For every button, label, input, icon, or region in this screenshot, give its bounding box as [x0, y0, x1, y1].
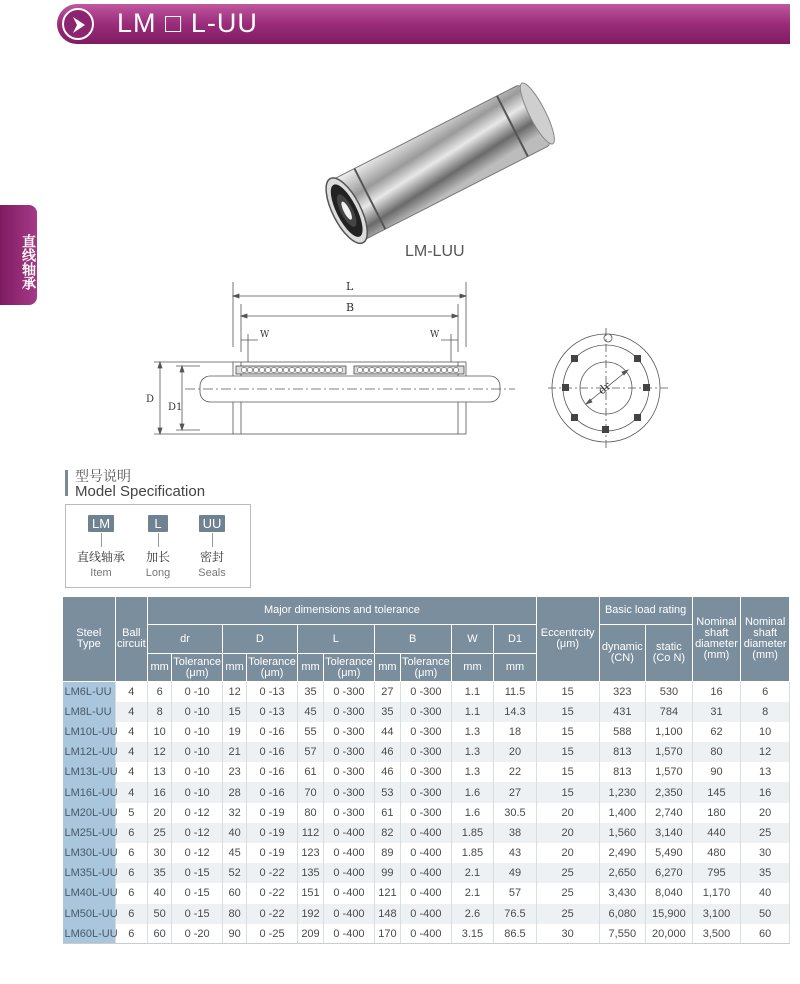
table-cell: 0 -300: [324, 782, 375, 802]
label-D1: D1: [168, 402, 183, 413]
table-cell: 0 -10: [172, 742, 223, 762]
section-marker: [65, 470, 68, 496]
table-cell: 57: [494, 883, 537, 903]
model-cell: LM12L-UU: [63, 742, 116, 762]
table-cell: 0 -22: [247, 863, 298, 883]
table-cell: 70: [297, 782, 323, 802]
th-major-dimensions: Major dimensions and tolerance: [148, 597, 537, 625]
table-cell: 6: [115, 904, 147, 924]
spec-title-en: Model Specification: [75, 483, 206, 500]
table-row: [63, 823, 790, 843]
table-cell: 4: [115, 722, 147, 742]
table-cell: 25: [536, 863, 599, 883]
th-D: D: [222, 625, 297, 654]
table-cell: 440: [692, 823, 741, 843]
table-cell: 0 -15: [172, 863, 223, 883]
table-cell: 6: [115, 843, 147, 863]
table-cell: 43: [494, 843, 537, 863]
table-cell: 1,230: [599, 782, 646, 802]
table-cell: 25: [741, 823, 790, 843]
table-cell: 0 -16: [247, 762, 298, 782]
table-row: [63, 803, 790, 823]
table-cell: 2,740: [646, 803, 693, 823]
table-row: [63, 883, 790, 903]
table-cell: 20,000: [646, 924, 693, 944]
table-cell: 57: [297, 742, 323, 762]
table-cell: 0 -13: [247, 682, 298, 702]
table-cell: 30: [536, 924, 599, 944]
table-cell: 25: [536, 904, 599, 924]
label-W-right: W: [430, 330, 440, 340]
table-cell: 90: [222, 924, 246, 944]
table-cell: 0 -300: [401, 782, 452, 802]
table-cell: 62: [692, 722, 741, 742]
model-cell: LM25L-UU: [63, 823, 116, 843]
table-cell: 1,170: [692, 883, 741, 903]
table-cell: 135: [297, 863, 323, 883]
table-cell: 0 -300: [324, 742, 375, 762]
table-cell: 0 -20: [172, 924, 223, 944]
spec-code: UU: [199, 515, 226, 532]
table-cell: 15: [536, 702, 599, 722]
table-row: [63, 863, 790, 883]
table-row: [63, 702, 790, 722]
table-cell: 1.85: [451, 823, 494, 843]
table-cell: 2,650: [599, 863, 646, 883]
table-cell: 7,550: [599, 924, 646, 944]
label-W-left: W: [260, 330, 270, 340]
table-cell: 6: [741, 682, 790, 702]
table-cell: 20: [148, 803, 172, 823]
table-cell: 0 -400: [401, 924, 452, 944]
table-cell: 795: [692, 863, 741, 883]
side-view-drawing: [140, 272, 520, 452]
table-cell: 86.5: [494, 924, 537, 944]
table-cell: 80: [222, 904, 246, 924]
th-W: W: [451, 625, 494, 654]
table-cell: 530: [646, 682, 693, 702]
table-cell: 46: [374, 762, 400, 782]
label-dr: dr: [595, 379, 614, 398]
table-cell: 0 -400: [324, 924, 375, 944]
table-cell: 2.1: [451, 883, 494, 903]
table-cell: 323: [599, 682, 646, 702]
table-cell: 0 -10: [172, 782, 223, 802]
table-cell: 10: [148, 722, 172, 742]
table-cell: 10: [741, 722, 790, 742]
header-banner: [57, 4, 790, 44]
table-cell: 145: [692, 782, 741, 802]
label-L: L: [346, 280, 354, 293]
end-view-drawing: [548, 326, 668, 450]
table-cell: 0 -10: [172, 762, 223, 782]
table-cell: 2.1: [451, 863, 494, 883]
table-cell: 0 -400: [324, 823, 375, 843]
th-dr: dr: [148, 625, 223, 654]
th-shaft-diameter-1: Nominal shaft diameter (mm): [692, 597, 741, 682]
spec-cn-label: 直线轴承: [76, 550, 125, 564]
table-cell: 21: [222, 742, 246, 762]
th-eccentricity: Eccentrcity (μm): [536, 597, 599, 682]
table-cell: 1,400: [599, 803, 646, 823]
table-cell: 50: [741, 904, 790, 924]
th-tolerance: Tolerance (μm): [324, 654, 375, 682]
linear-bearing-image: [313, 78, 563, 248]
table-cell: 0 -400: [401, 863, 452, 883]
table-cell: 99: [374, 863, 400, 883]
table-cell: 16: [148, 782, 172, 802]
table-cell: 25: [536, 883, 599, 903]
table-cell: 15: [536, 762, 599, 782]
model-cell: LM16L-UU: [63, 782, 116, 802]
model-cell: LM60L-UU: [63, 924, 116, 944]
table-cell: 61: [297, 762, 323, 782]
dimensions-table: [62, 596, 790, 944]
table-cell: 0 -25: [247, 924, 298, 944]
table-row: [63, 742, 790, 762]
spec-en-label: Item: [90, 567, 112, 579]
table-cell: 35: [297, 682, 323, 702]
table-cell: 6,080: [599, 904, 646, 924]
spec-connector: [212, 533, 213, 547]
table-cell: 60: [148, 924, 172, 944]
table-cell: 8: [741, 702, 790, 722]
table-cell: 52: [222, 863, 246, 883]
table-cell: 0 -12: [172, 843, 223, 863]
table-cell: 813: [599, 742, 646, 762]
table-cell: 40: [741, 883, 790, 903]
model-cell: LM13L-UU: [63, 762, 116, 782]
table-cell: 6: [115, 823, 147, 843]
table-cell: 4: [115, 702, 147, 722]
product-caption: LM-LUU: [405, 243, 465, 260]
model-spec-box: [65, 504, 251, 588]
model-cell: LM6L-UU: [63, 682, 116, 702]
table-row: [63, 904, 790, 924]
table-cell: 0 -300: [401, 722, 452, 742]
table-cell: 0 -400: [324, 904, 375, 924]
table-cell: 6: [115, 883, 147, 903]
spec-connector: [101, 533, 102, 547]
table-cell: 60: [222, 883, 246, 903]
model-cell: LM35L-UU: [63, 863, 116, 883]
table-cell: 11.5: [494, 682, 537, 702]
table-cell: 30: [741, 843, 790, 863]
table-cell: 0 -19: [247, 803, 298, 823]
table-cell: 170: [374, 924, 400, 944]
table-cell: 4: [115, 762, 147, 782]
table-cell: 53: [374, 782, 400, 802]
table-cell: 0 -300: [401, 803, 452, 823]
table-cell: 1,570: [646, 742, 693, 762]
table-cell: 76.5: [494, 904, 537, 924]
table-cell: 121: [374, 883, 400, 903]
th-mm: mm: [374, 654, 400, 682]
th-L: L: [297, 625, 374, 654]
table-cell: 588: [599, 722, 646, 742]
spec-en-label: Seals: [198, 567, 226, 579]
label-B: B: [346, 301, 355, 314]
table-cell: 1.6: [451, 782, 494, 802]
table-cell: 20: [536, 823, 599, 843]
table-cell: 1,100: [646, 722, 693, 742]
table-cell: 1.6: [451, 803, 494, 823]
table-cell: 44: [374, 722, 400, 742]
table-cell: 32: [222, 803, 246, 823]
table-cell: 123: [297, 843, 323, 863]
table-cell: 12: [222, 682, 246, 702]
table-cell: 40: [222, 823, 246, 843]
table-cell: 25: [148, 823, 172, 843]
table-cell: 0 -16: [247, 742, 298, 762]
table-cell: 55: [297, 722, 323, 742]
th-tolerance: Tolerance (μm): [247, 654, 298, 682]
table-cell: 20: [741, 803, 790, 823]
table-cell: 0 -300: [324, 682, 375, 702]
table-cell: 0 -16: [247, 782, 298, 802]
table-cell: 148: [374, 904, 400, 924]
table-cell: 45: [297, 702, 323, 722]
table-cell: 40: [148, 883, 172, 903]
table-cell: 80: [692, 742, 741, 762]
table-cell: 8: [148, 702, 172, 722]
table-cell: 0 -400: [401, 883, 452, 903]
table-cell: 0 -300: [324, 722, 375, 742]
table-cell: 27: [374, 682, 400, 702]
table-cell: 18: [494, 722, 537, 742]
model-cell: LM8L-UU: [63, 702, 116, 722]
table-cell: 151: [297, 883, 323, 903]
spec-title-cn: 型号说明: [75, 469, 131, 485]
table-cell: 16: [741, 782, 790, 802]
model-cell: LM40L-UU: [63, 883, 116, 903]
table-cell: 2.6: [451, 904, 494, 924]
spec-cn-label: 密封: [199, 550, 224, 564]
table-cell: 35: [741, 863, 790, 883]
spec-item-lm: [70, 515, 132, 579]
model-cell: LM20L-UU: [63, 803, 116, 823]
table-cell: 28: [222, 782, 246, 802]
table-cell: 38: [494, 823, 537, 843]
th-mm: mm: [222, 654, 246, 682]
table-cell: 5: [115, 803, 147, 823]
table-cell: 90: [692, 762, 741, 782]
table-cell: 6: [115, 924, 147, 944]
table-cell: 0 -300: [324, 702, 375, 722]
table-cell: 89: [374, 843, 400, 863]
table-cell: 16: [692, 682, 741, 702]
th-steel-type: Steel Type: [63, 597, 116, 682]
table-cell: 82: [374, 823, 400, 843]
side-category-tab[interactable]: 直线轴承: [0, 205, 37, 305]
table-cell: 1.1: [451, 702, 494, 722]
th-tolerance: Tolerance (μm): [172, 654, 223, 682]
table-cell: 1.3: [451, 762, 494, 782]
spec-code: L: [148, 515, 168, 532]
table-cell: 813: [599, 762, 646, 782]
table-cell: 15: [222, 702, 246, 722]
table-cell: 23: [222, 762, 246, 782]
play-arrow-icon: [62, 8, 94, 40]
table-row: [63, 924, 790, 944]
table-cell: 0 -22: [247, 883, 298, 903]
spec-cn-label: 加长: [145, 550, 170, 564]
table-cell: 0 -10: [172, 682, 223, 702]
th-mm: mm: [297, 654, 323, 682]
table-cell: 0 -400: [324, 843, 375, 863]
table-cell: 27: [494, 782, 537, 802]
table-cell: 1,560: [599, 823, 646, 843]
th-basic-load: Basic load rating: [599, 597, 692, 625]
table-cell: 19: [222, 722, 246, 742]
table-cell: 0 -300: [401, 762, 452, 782]
table-cell: 0 -22: [247, 904, 298, 924]
table-cell: 3,100: [692, 904, 741, 924]
spec-item-uu: [192, 515, 232, 579]
table-cell: 14.3: [494, 702, 537, 722]
table-cell: 8,040: [646, 883, 693, 903]
table-cell: 0 -400: [324, 883, 375, 903]
model-cell: LM30L-UU: [63, 843, 116, 863]
table-cell: 1.3: [451, 722, 494, 742]
table-cell: 30: [148, 843, 172, 863]
table-cell: 3,500: [692, 924, 741, 944]
table-cell: 20: [494, 742, 537, 762]
table-cell: 35: [374, 702, 400, 722]
table-cell: 15: [536, 782, 599, 802]
table-cell: 1.85: [451, 843, 494, 863]
label-D: D: [146, 394, 155, 405]
table-cell: 0 -10: [172, 722, 223, 742]
table-cell: 15: [536, 722, 599, 742]
table-cell: 0 -19: [247, 843, 298, 863]
table-cell: 480: [692, 843, 741, 863]
table-cell: 12: [148, 742, 172, 762]
spec-en-label: Long: [145, 567, 171, 579]
table-cell: 0 -400: [324, 863, 375, 883]
table-cell: 0 -15: [172, 904, 223, 924]
table-cell: 35: [148, 863, 172, 883]
table-cell: 0 -400: [401, 843, 452, 863]
th-mm: mm: [148, 654, 172, 682]
table-cell: 61: [374, 803, 400, 823]
th-B: B: [374, 625, 451, 654]
table-cell: 22: [494, 762, 537, 782]
table-cell: 0 -400: [401, 823, 452, 843]
table-cell: 0 -16: [247, 722, 298, 742]
table-body: [63, 682, 790, 944]
table-cell: 180: [692, 803, 741, 823]
th-tolerance: Tolerance (μm): [401, 654, 452, 682]
table-cell: 4: [115, 682, 147, 702]
table-cell: 80: [297, 803, 323, 823]
table-cell: 2,350: [646, 782, 693, 802]
table-cell: 6: [115, 863, 147, 883]
table-cell: 4: [115, 782, 147, 802]
spec-code: LM: [88, 515, 114, 532]
table-cell: 15: [536, 682, 599, 702]
table-cell: 0 -300: [401, 682, 452, 702]
table-cell: 13: [148, 762, 172, 782]
table-cell: 4: [115, 742, 147, 762]
model-cell: LM50L-UU: [63, 904, 116, 924]
table-cell: 784: [646, 702, 693, 722]
table-cell: 431: [599, 702, 646, 722]
table-cell: 5,490: [646, 843, 693, 863]
table-cell: 46: [374, 742, 400, 762]
table-cell: 0 -300: [324, 803, 375, 823]
th-ball-circuit: Ball circuit: [115, 597, 147, 682]
table-row: [63, 762, 790, 782]
table-row: [63, 843, 790, 863]
page-title: LM □ L-UU: [117, 8, 258, 38]
table-cell: 60: [741, 924, 790, 944]
th-shaft-diameter-2: Nominal shaft diameter (mm): [741, 597, 790, 682]
table-cell: 0 -400: [401, 904, 452, 924]
table-cell: 1,570: [646, 762, 693, 782]
table-cell: 31: [692, 702, 741, 722]
table-cell: 1.3: [451, 742, 494, 762]
table-cell: 45: [222, 843, 246, 863]
table-cell: 6,270: [646, 863, 693, 883]
table-cell: 6: [148, 682, 172, 702]
th-static: static (Co N): [646, 625, 693, 682]
table-cell: 2,490: [599, 843, 646, 863]
table-cell: 0 -300: [401, 702, 452, 722]
table-cell: 12: [741, 742, 790, 762]
table-cell: 0 -12: [172, 823, 223, 843]
table-cell: 209: [297, 924, 323, 944]
table-cell: 3,430: [599, 883, 646, 903]
table-cell: 0 -10: [172, 702, 223, 722]
table-cell: 30.5: [494, 803, 537, 823]
spec-item-l: [140, 515, 176, 579]
table-cell: 50: [148, 904, 172, 924]
th-mm: mm: [451, 654, 494, 682]
table-cell: 0 -13: [247, 702, 298, 722]
table-row: [63, 682, 790, 702]
table-cell: 13: [741, 762, 790, 782]
table-cell: 0 -19: [247, 823, 298, 843]
table-cell: 15: [536, 742, 599, 762]
table-cell: 20: [536, 803, 599, 823]
table-cell: 1.1: [451, 682, 494, 702]
table-row: [63, 782, 790, 802]
table-cell: 0 -300: [401, 742, 452, 762]
table-cell: 15,900: [646, 904, 693, 924]
table-cell: 192: [297, 904, 323, 924]
th-dynamic: dynamic (CN): [599, 625, 646, 682]
table-row: [63, 722, 790, 742]
model-cell: LM10L-UU: [63, 722, 116, 742]
table-cell: 49: [494, 863, 537, 883]
table-cell: 3.15: [451, 924, 494, 944]
th-D1: D1: [494, 625, 537, 654]
table-cell: 0 -15: [172, 883, 223, 903]
th-mm: mm: [494, 654, 537, 682]
spec-connector: [158, 533, 159, 547]
table-cell: 3,140: [646, 823, 693, 843]
table-cell: 0 -12: [172, 803, 223, 823]
table-cell: 0 -300: [324, 762, 375, 782]
table-cell: 20: [536, 843, 599, 863]
table-cell: 112: [297, 823, 323, 843]
